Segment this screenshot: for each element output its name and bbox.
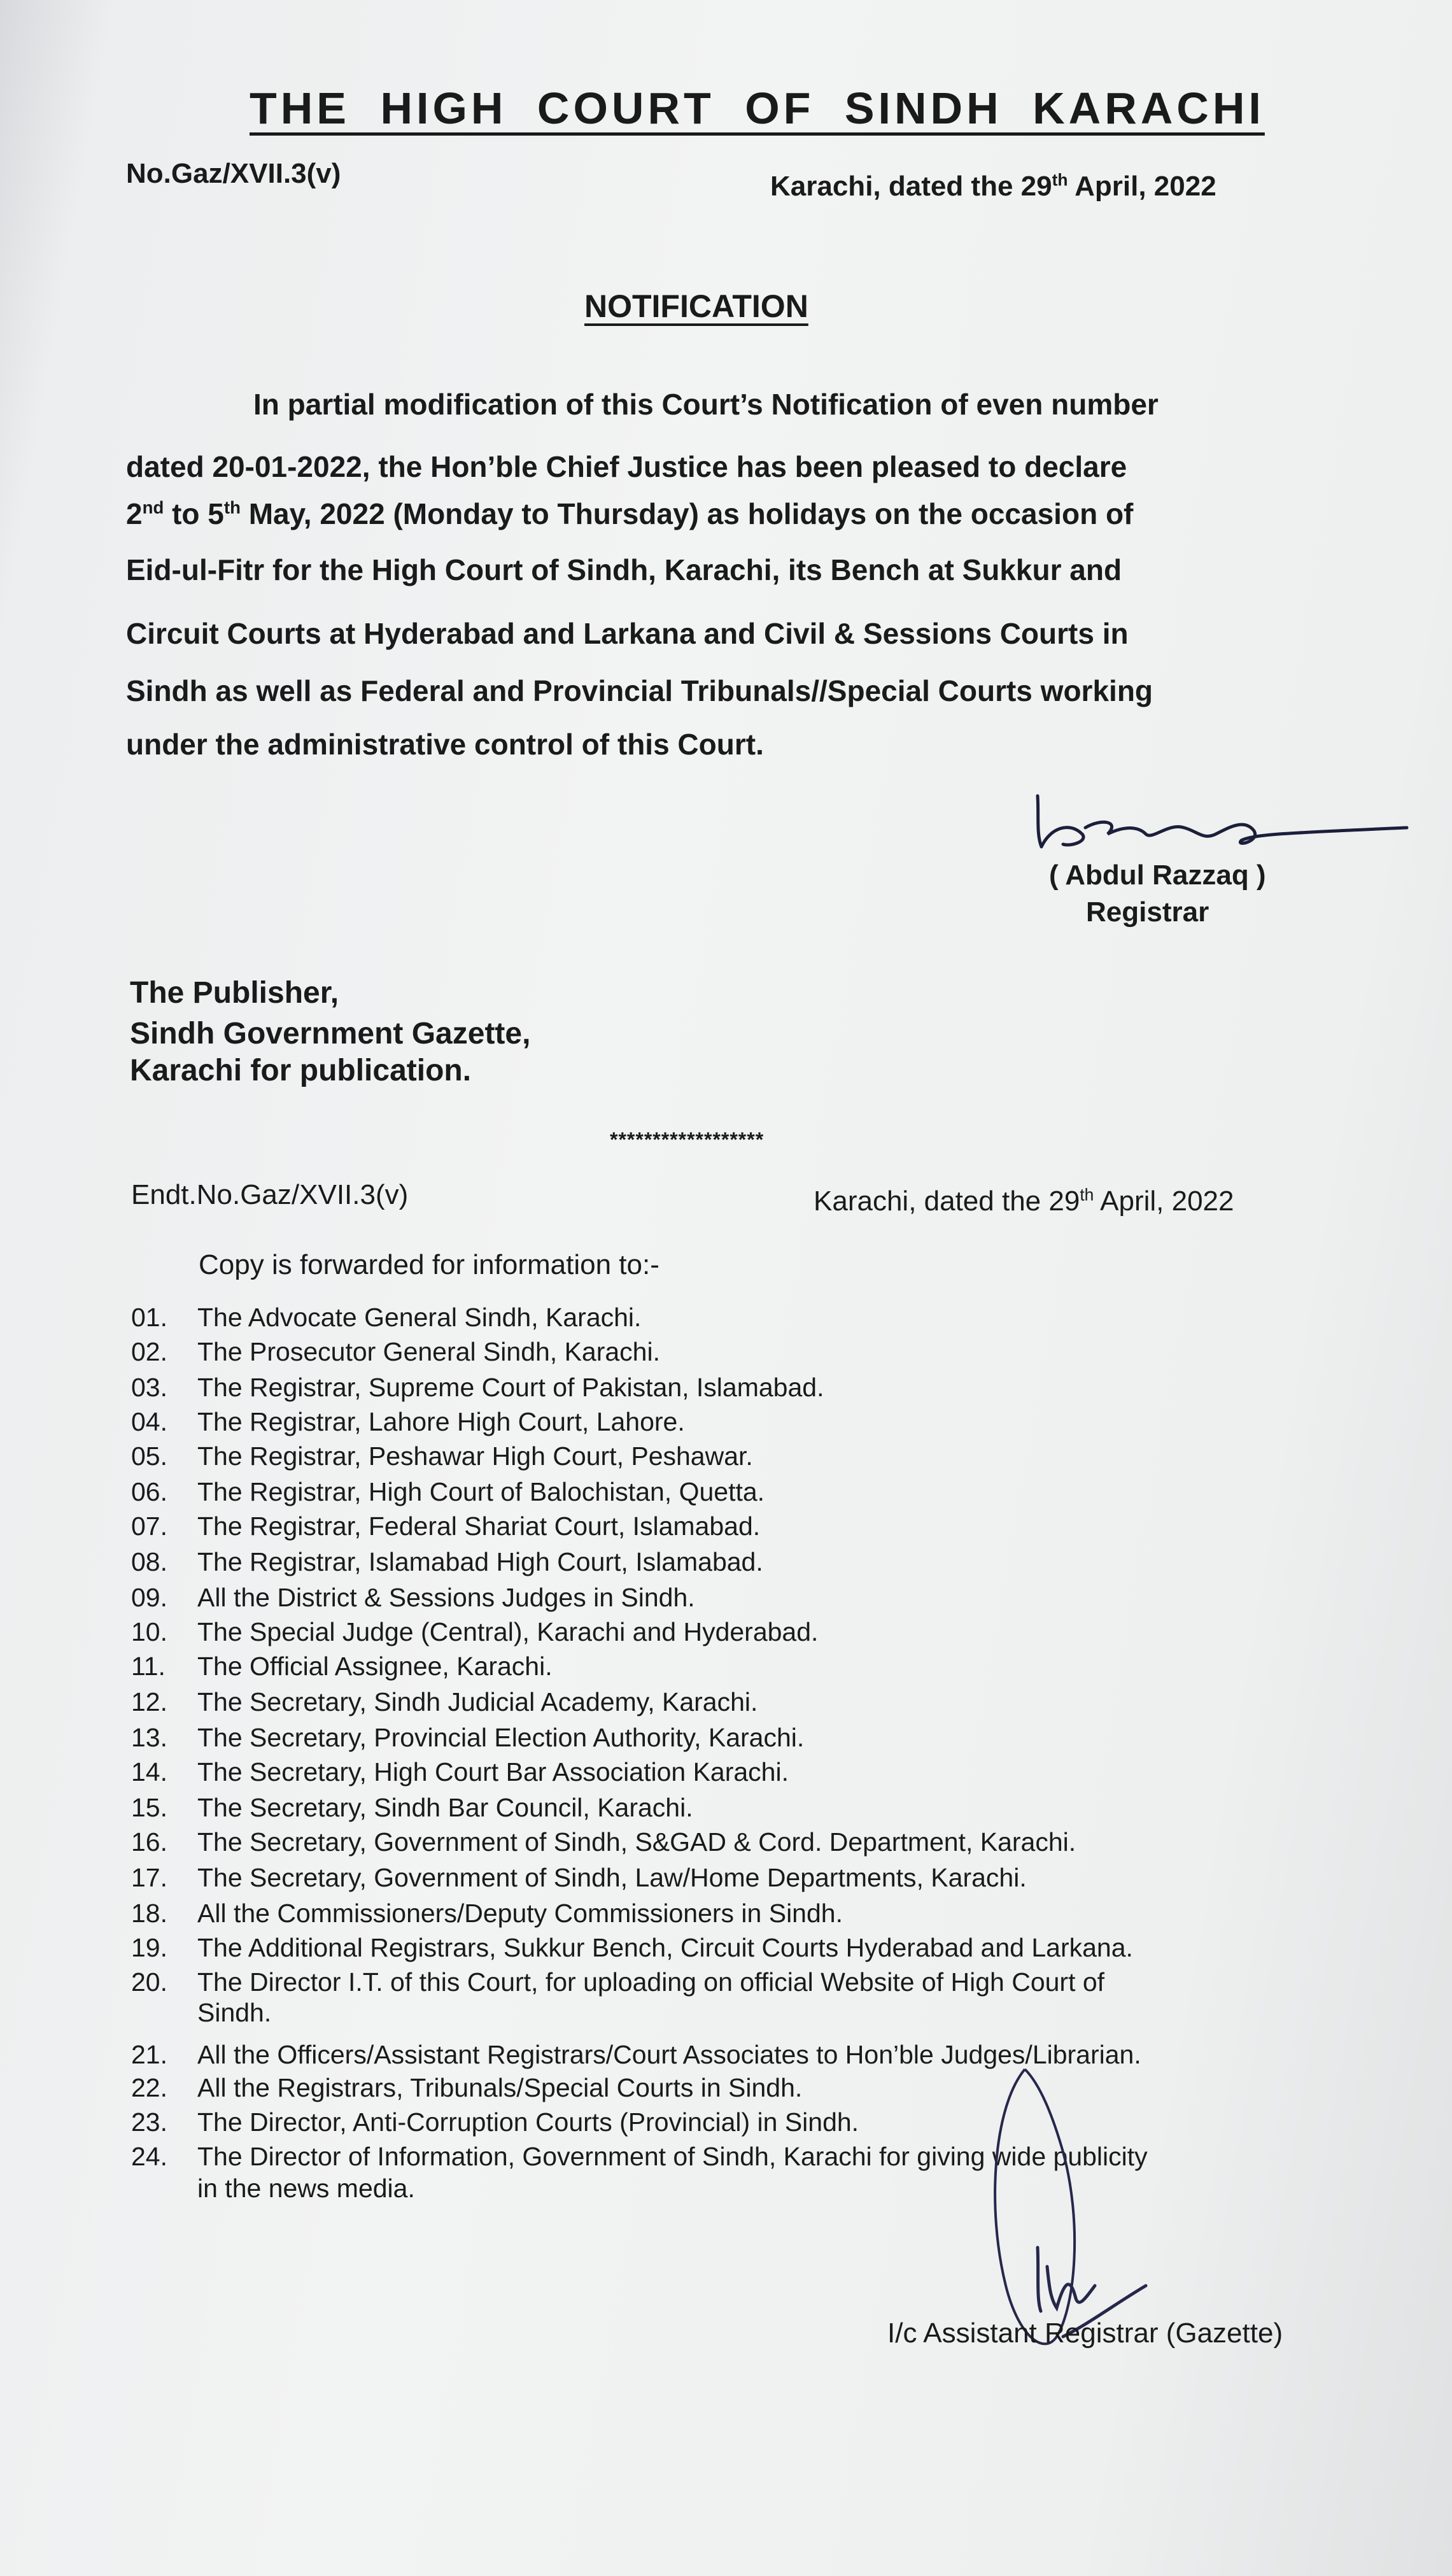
publisher-line: The Publisher, — [130, 976, 339, 1010]
court-title: THE HIGH COURT OF SINDH KARACHI — [250, 83, 1265, 133]
separator: ****************** — [610, 1128, 765, 1151]
recipient-item: 02. The Prosecutor General Sindh, Karachi. — [131, 1337, 660, 1366]
signatory-name: ( Abdul Razzaq ) — [1049, 860, 1266, 891]
recipient-item: 03. The Registrar, Supreme Court of Pakistan, Islamabad. — [131, 1373, 824, 1402]
recipient-item: 19. The Additional Registrars, Sukkur Bench, Circuit Courts Hyderabad and Larkana. — [131, 1933, 1133, 1962]
recipient-item: 13. The Secretary, Provincial Election Authority, Karachi. — [131, 1723, 805, 1752]
copy-forward-intro: Copy is forwarded for information to:- — [199, 1249, 659, 1280]
endorsement-date: Karachi, dated the 29th April, 2022 — [814, 1185, 1234, 1217]
recipient-item: 01. The Advocate General Sindh, Karachi. — [131, 1303, 642, 1332]
notification-line: 2nd to 5th May, 2022 (Monday to Thursday) as holidays on the occasion of — [126, 497, 1134, 530]
recipient-item: 18. All the Commissioners/Deputy Commissioners in Sindh. — [131, 1899, 843, 1928]
recipient-item: 07. The Registrar, Federal Shariat Court, Islamabad. — [131, 1511, 761, 1541]
notification-line: In partial modification of this Court’s Notification of even number — [253, 388, 1159, 421]
recipient-item: 09. All the District & Sessions Judges in Sindh. — [131, 1583, 695, 1612]
recipient-item: 15. The Secretary, Sindh Bar Council, Karachi. — [131, 1793, 693, 1822]
recipient-item: 22. All the Registrars, Tribunals/Special Courts in Sindh. — [131, 2073, 803, 2102]
recipient-item: 23. The Director, Anti-Corruption Courts (Provincial) in Sindh. — [131, 2107, 859, 2137]
recipient-item: 20. The Director I.T. of this Court, for uploading on official Website of High Court of — [131, 1967, 1105, 1997]
notification-heading: NOTIFICATION — [584, 288, 808, 324]
publisher-line: Karachi for publication. — [130, 1054, 472, 1087]
reference-number: No.Gaz/XVII.3(v) — [126, 158, 341, 189]
endorsement-number: Endt.No.Gaz/XVII.3(v) — [131, 1179, 409, 1210]
recipient-item: 17. The Secretary, Government of Sindh, Law/Home Departments, Karachi. — [131, 1863, 1027, 1892]
recipient-item: 12. The Secretary, Sindh Judicial Academy, Karachi. — [131, 1687, 758, 1716]
notification-line: Circuit Courts at Hyderabad and Larkana and Civil & Sessions Courts in — [126, 617, 1129, 650]
recipient-item: 04. The Registrar, Lahore High Court, Lahore. — [131, 1407, 685, 1436]
recipient-item: 16. The Secretary, Government of Sindh, S&GAD & Cord. Department, Karachi. — [131, 1827, 1076, 1857]
registrar-signature — [1025, 783, 1420, 866]
notification-line: Eid-ul-Fitr for the High Court of Sindh, Karachi, its Bench at Sukkur and — [126, 553, 1122, 586]
recipient-item: 14. The Secretary, High Court Bar Association Karachi. — [131, 1757, 789, 1787]
recipient-item: 06. The Registrar, High Court of Balochistan, Quetta. — [131, 1477, 765, 1506]
recipient-item: 10. The Special Judge (Central), Karachi and Hyderabad. — [131, 1617, 819, 1646]
recipient-item: 08. The Registrar, Islamabad High Court, Islamabad. — [131, 1547, 763, 1576]
notification-line: under the administrative control of this Court. — [126, 728, 764, 761]
publisher-line: Sindh Government Gazette, — [130, 1017, 531, 1051]
date-line: Karachi, dated the 29th April, 2022 — [770, 170, 1216, 202]
recipient-item-continuation: in the news media. — [197, 2174, 415, 2203]
recipient-item: 05. The Registrar, Peshawar High Court, Peshawar. — [131, 1441, 753, 1471]
recipient-item: 11. The Official Assignee, Karachi. — [131, 1652, 553, 1681]
notification-line: dated 20-01-2022, the Hon’ble Chief Justice has been pleased to declare — [126, 450, 1127, 483]
signatory-title: Registrar — [1086, 896, 1209, 928]
recipient-item: 24. The Director of Information, Government of Sindh, Karachi for giving wide publicity — [131, 2142, 1148, 2171]
assistant-registrar-signature — [968, 2056, 1171, 2362]
recipient-item: 21. All the Officers/Assistant Registrars/Court Associates to Hon’ble Judges/Librarian. — [131, 2040, 1141, 2069]
assistant-registrar-title: I/c Assistant Registrar (Gazette) — [887, 2318, 1283, 2349]
recipient-item-continuation: Sindh. — [197, 1998, 272, 2027]
notification-line: Sindh as well as Federal and Provincial Tribunals//Special Courts working — [126, 674, 1153, 707]
